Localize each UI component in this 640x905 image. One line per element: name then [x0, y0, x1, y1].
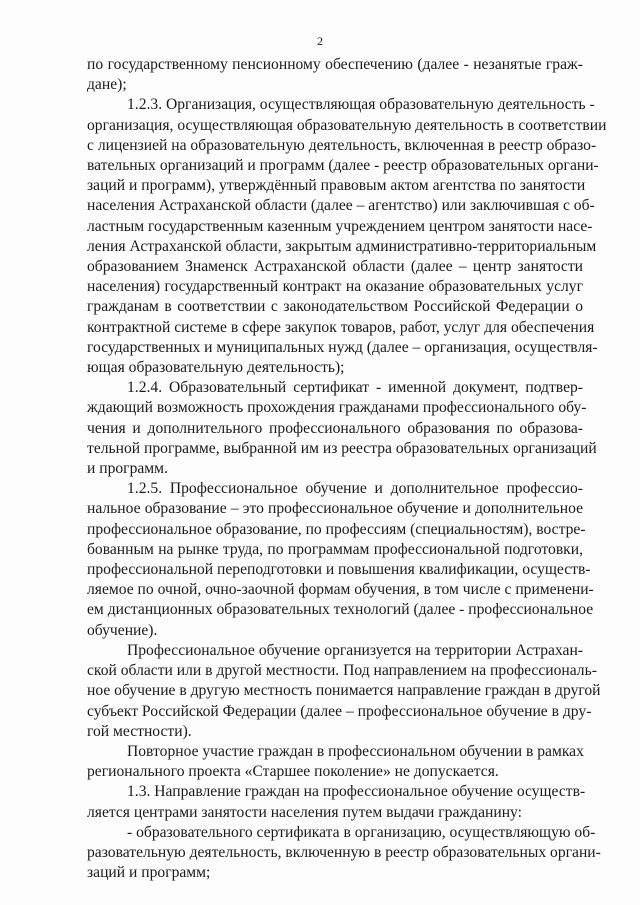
text-line: ляемое по очной, очно-заочной формам обучения, в том числе с применени-: [87, 581, 594, 599]
text-line: с лицензией на образовательную деятельность, включенная в реестр образо-: [87, 136, 597, 154]
text-line: населения Астраханской области (далее – агентство) или заключившая с об-: [87, 197, 595, 215]
text-line: дане);: [87, 76, 127, 94]
text-line: гражданам в соответствии с законодательством Российской Федерации о: [87, 298, 583, 316]
paragraph-p6: [87, 782, 586, 822]
text-line: ждающий возможность прохождения гражданами профессионального обу-: [87, 399, 587, 417]
page-number: 2: [317, 34, 323, 48]
text-line: заций и программ;: [87, 864, 211, 882]
text-line: вательных организаций и программ (далее - реестр образовательных органи-: [87, 157, 599, 175]
text-line: ской области или в другой местности. Под направлением на профессиональ-: [87, 662, 597, 680]
text-line: Профессиональное обучение организуется на территории Астрахан-: [127, 641, 583, 659]
text-line: субъект Российской Федерации (далее – профессиональное обучение в дру-: [87, 702, 592, 720]
text-line: образованием Знаменск Астраханской области (далее – центр занятости: [87, 258, 583, 276]
document-body: [87, 55, 607, 883]
text-line: тельной программе, выбранной им из реестра образовательных организаций: [87, 439, 597, 457]
text-line: ластным государственным казенным учреждением центром занятости насе-: [87, 217, 593, 235]
text-line: и программ.: [87, 460, 168, 478]
text-line: обучение).: [87, 621, 158, 639]
text-line: государственных и муниципальных нужд (далее – организация, осуществля-: [87, 338, 598, 356]
paragraph-p2: [87, 378, 597, 479]
text-line: разовательную деятельность, включенную в реестр образовательных органи-: [87, 843, 601, 861]
text-line: контрактной системе в сфере закупок товаров, работ, услуг для обеспечения: [87, 318, 595, 336]
text-line: ющая образовательную деятельность);: [87, 359, 345, 377]
paragraph-p3: [87, 479, 594, 641]
text-line: Повторное участие граждан в профессиональном обучении в рамках: [127, 742, 584, 760]
text-line: 1.2.4. Образовательный сертификат - именной документ, подтвер-: [127, 379, 583, 397]
paragraph-p0: [87, 55, 583, 95]
paragraph-p7: [87, 823, 601, 884]
text-line: регионального проекта «Старшее поколение» не допускается.: [87, 763, 499, 781]
paragraph-p4: [87, 641, 601, 742]
text-line: бованным на рынке труда, по программам профессиональной подготовки,: [87, 540, 583, 558]
text-line: ем дистанционных образовательных технологий (далее - профессиональное: [87, 601, 594, 619]
paragraph-p1: [87, 95, 607, 378]
text-line: ное обучение в другую местность понимается направление граждан в другой: [87, 682, 601, 700]
text-line: ляется центрами занятости населения путем выдачи гражданину:: [87, 803, 522, 821]
text-line: профессиональной переподготовки и повышения квалификации, осуществ-: [87, 561, 591, 579]
text-line: гой местности).: [87, 722, 192, 740]
text-line: организация, осуществляющая образовательную деятельность в соответствии: [87, 116, 607, 134]
text-line: 1.3. Направление граждан на профессиональное обучение осуществ-: [127, 783, 586, 801]
text-line: профессиональное образование, по профессиям (специальностям), востре-: [87, 520, 586, 538]
text-line: нальное образование – это профессиональное обучение и дополнительное: [87, 500, 583, 518]
text-line: 1.2.3. Организация, осуществляющая образовательную деятельность -: [127, 96, 595, 114]
text-line: ления Астраханской области, закрытым административно-территориальным: [87, 237, 597, 255]
text-line: чения и дополнительного профессионального образования по образова-: [87, 419, 583, 437]
text-line: по государственному пенсионному обеспечению (далее - незанятые граж-: [87, 56, 583, 73]
text-line: заций и программ), утверждённый правовым актом агентства по занятости: [87, 177, 586, 195]
text-line: населения) государственный контракт на оказание образовательных услуг: [87, 278, 583, 296]
text-line: - образовательного сертификата в организацию, осуществляющую об-: [127, 823, 596, 841]
text-line: 1.2.5. Профессиональное обучение и дополнительное профессио-: [127, 480, 583, 498]
paragraph-p5: [87, 742, 583, 782]
